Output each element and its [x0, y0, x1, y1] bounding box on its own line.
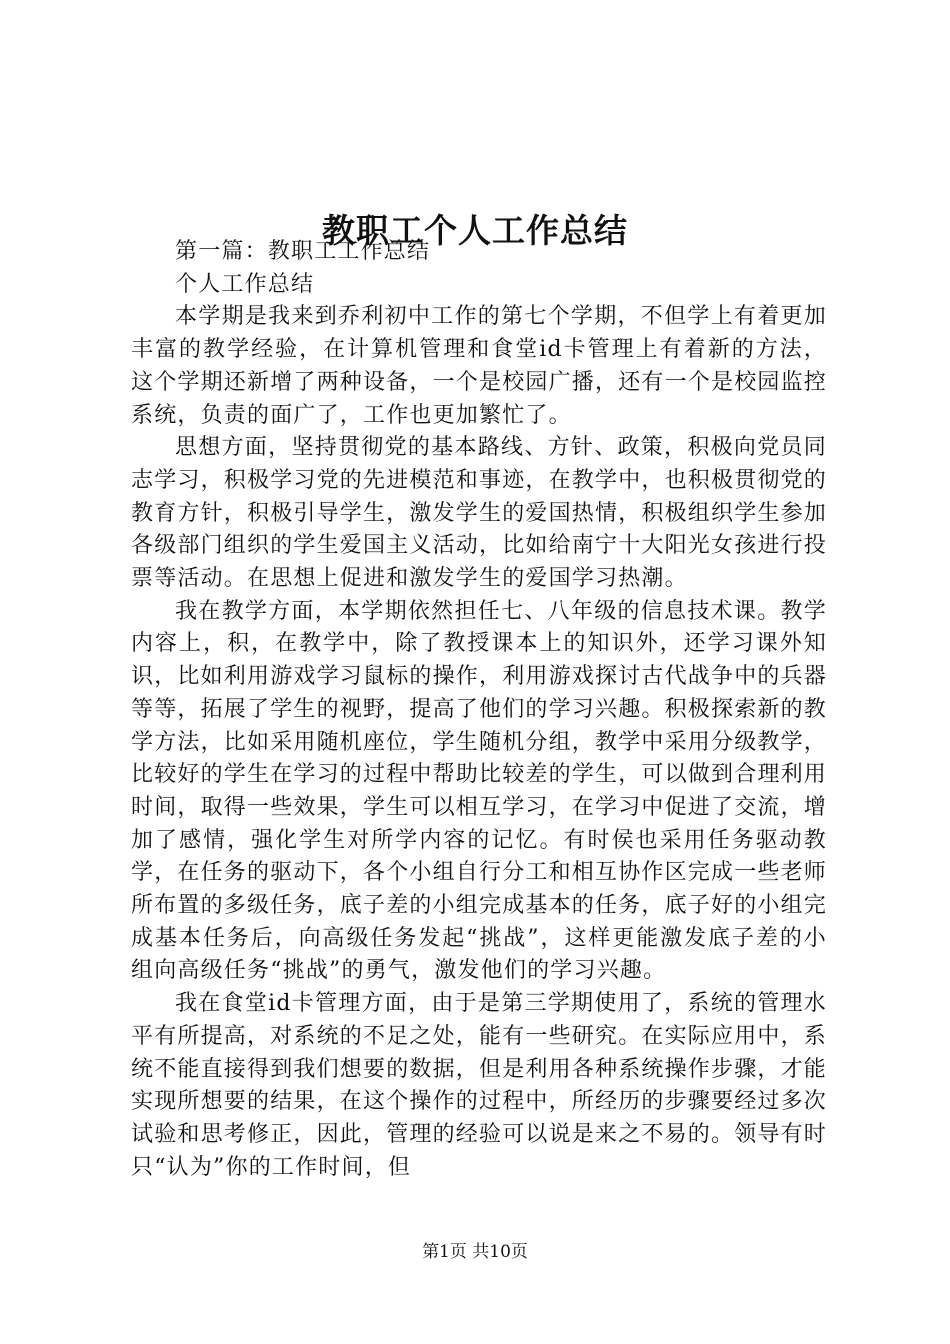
paragraph: 我在食堂id卡管理方面，由于是第三学期使用了，系统的管理水平有所提高，对系统的不足之处，能有一些研究。在实际应用中，系统不能直接得到我们想要的数据，但是利用各种系统操作步骤，才能实现所想要的结果，在这个操作的过程中，所经历的步骤要经过多次试验和思考修正，因此，管理的经验可以说是来之不易的。领导有时只“认为”你的工作时间，但 [131, 991, 828, 1180]
document-title: 教职工个人工作总结 [322, 211, 628, 251]
page-footer: 第1页 共10页 [422, 1242, 528, 1262]
document-body [131, 236, 827, 1184]
section-heading: 第一篇：教职工工作总结 [175, 239, 431, 264]
paragraph: 本学期是我来到乔利初中工作的第七个学期，不但学上有着更加丰富的教学经验，在计算机管理和食堂id卡管理上有着新的方法，这个学期还新增了两种设备，一个是校园广播，还有一个是校园监控系统，负责的面广了，工作也更加繁忙了。 [131, 304, 828, 428]
paragraph: 我在教学方面，本学期依然担任七、八年级的信息技术课。教学内容上，积，在教学中，除了教授课本上的知识外，还学习课外知识，比如利用游戏学习鼠标的操作，利用游戏探讨古代战争中的兵器等等，拓展了学生的视野，提高了他们的学习兴趣。积极探索新的教学方法，比如采用随机座位，学生随机分组，教学中采用分级教学，比较好的学生在学习的过程中帮助比较差的学生，可以做到合理利用时间，取得一些效果，学生可以相互学习，在学习中促进了交流，增加了感情，强化学生对所学内容的记忆。有时侯也采用任务驱动教学，在任务的驱动下，各个小组自行分工和相互协作区完成一些老师所布置的多级任务，底子差的小组完成基本的任务，底子好的小组完成基本任务后，向高级任务发起“挑战”，这样更能激发底子差的小组向高级任务“挑战”的勇气，激发他们的学习兴趣。 [131, 598, 828, 984]
section-subheading: 个人工作总结 [175, 271, 315, 297]
paragraph: 思想方面，坚持贯彻党的基本路线、方针、政策，积极向党员同志学习，积极学习党的先进模范和事迹，在教学中，也积极贯彻党的教育方针，积极引导学生，激发学生的爱国热情，积极组织学生参加各级部门组织的学生爱国主义活动，比如给南宁十大阳光女孩进行投票等活动。在思想上促进和激发学生的爱国学习热潮。 [131, 435, 828, 592]
